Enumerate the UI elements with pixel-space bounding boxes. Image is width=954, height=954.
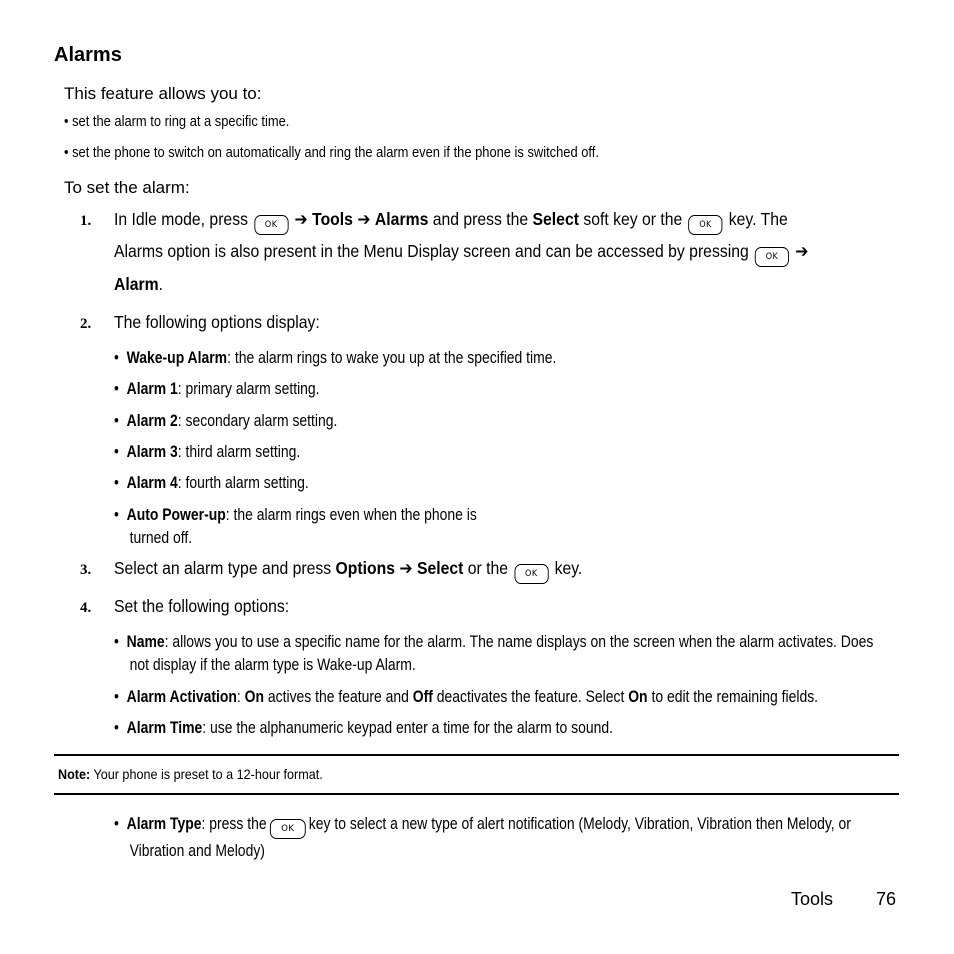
bullet: • xyxy=(114,411,127,430)
note-bottom-rule xyxy=(54,793,899,795)
option-alarm-2: • Alarm 2: secondary alarm setting. xyxy=(114,411,338,430)
bullet: • xyxy=(114,632,127,651)
step-1-line-3: Alarm. xyxy=(114,274,164,294)
bullet: • xyxy=(114,473,127,492)
arrow-icon: ➔ xyxy=(795,241,809,261)
option-auto-power-up: • Auto Power-up: the alarm rings even when the phone is turned off. xyxy=(114,505,477,547)
intro-text: This feature allows you to: xyxy=(64,84,262,103)
option-alarm-time: • Alarm Time: use the alphanumeric keypad enter a time for the alarm to sound. xyxy=(114,718,613,737)
step-1-line-1: In Idle mode, press OK ➔ Tools ➔ Alarms and press the Select soft key or the OK key. The xyxy=(114,209,788,235)
bullet: • xyxy=(114,687,127,706)
page-title: Alarms xyxy=(54,44,122,66)
ok-key-icon: OK xyxy=(688,215,722,235)
option-alarm-3: • Alarm 3: third alarm setting. xyxy=(114,442,301,461)
option-name: • Name: allows you to use a specific name for the alarm. The name displays on the screen when the alarm activates. Does not display if the alarm type is Wake-up Alarm. xyxy=(114,632,874,674)
step-number: 2. xyxy=(80,316,92,332)
bullet: • xyxy=(114,814,127,833)
feature-item-1: • set the alarm to ring at a specific time. xyxy=(64,113,290,130)
feature-item-2: • set the phone to switch on automatically and ring the alarm even if the phone is switched off. xyxy=(64,144,599,161)
step-2-text: The following options display: xyxy=(114,312,320,332)
option-alarm-type: • Alarm Type: press the OK key to select a new type of alert notification (Melody, Vibration, Vibration then Melody, or Vibration and Melody) xyxy=(114,814,851,860)
bullet: • xyxy=(114,718,127,737)
step-1-line-2: Alarms option is also present in the Menu Display screen and can be accessed by pressing OK ➔ xyxy=(114,241,809,267)
bullet: • xyxy=(114,505,127,524)
ok-key-icon: OK xyxy=(270,819,306,839)
to-set-text: To set the alarm: xyxy=(64,178,190,197)
page-number: 76 xyxy=(876,889,897,909)
bullet: • xyxy=(114,348,127,367)
note-text: Note: Your phone is preset to a 12-hour format. xyxy=(58,766,323,782)
arrow-icon: ➔ xyxy=(294,209,308,229)
arrow-icon: ➔ xyxy=(399,558,413,578)
step-number: 4. xyxy=(80,600,92,616)
note-top-rule xyxy=(54,754,899,756)
ok-key-icon: OK xyxy=(254,215,288,235)
step-number: 3. xyxy=(80,562,92,578)
bullet: • xyxy=(64,144,73,161)
option-alarm-activation: • Alarm Activation: On actives the feature and Off deactivates the feature. Select On to edit the remaining fields. xyxy=(114,687,819,706)
option-alarm-4: • Alarm 4: fourth alarm setting. xyxy=(114,473,309,492)
option-alarm-1: • Alarm 1: primary alarm setting. xyxy=(114,379,320,398)
ok-key-icon: OK xyxy=(514,564,548,584)
bullet: • xyxy=(64,113,73,130)
step-4-text: Set the following options: xyxy=(114,596,290,616)
footer-section: Tools xyxy=(791,889,834,909)
step-3-text: Select an alarm type and press Options ➔ Select or the OK key. xyxy=(114,558,582,584)
step-number: 1. xyxy=(80,213,92,229)
bullet: • xyxy=(114,379,127,398)
ok-key-icon: OK xyxy=(755,247,789,267)
bullet: • xyxy=(114,442,127,461)
arrow-icon: ➔ xyxy=(357,209,371,229)
option-wakeup-alarm: • Wake-up Alarm: the alarm rings to wake you up at the specified time. xyxy=(114,348,557,367)
